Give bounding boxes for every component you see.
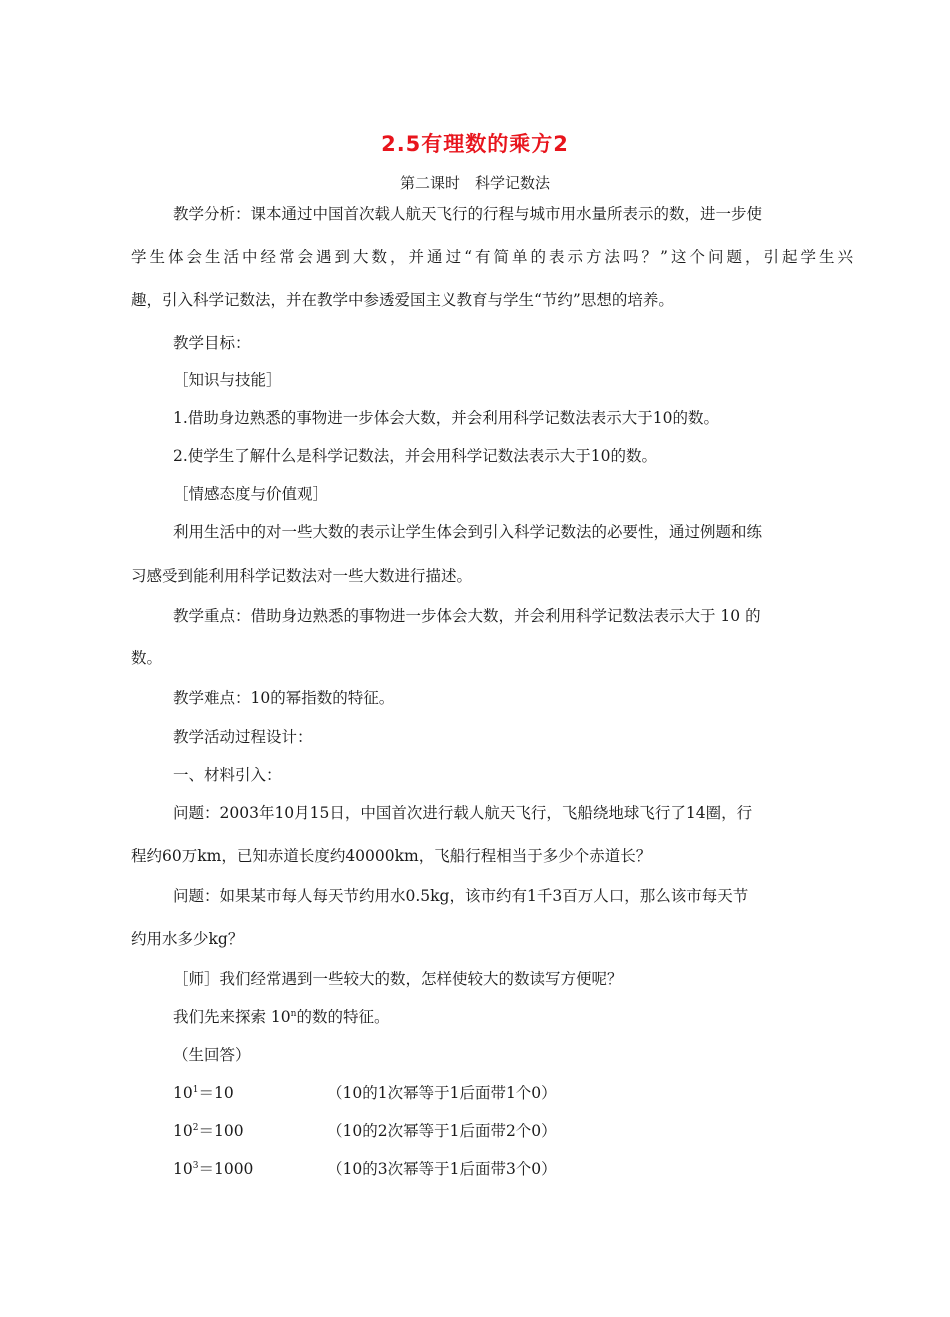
analysis-line-3: 趣，引入科学记数法，并在教学中参透爱国主义教育与学生“节约”思想的培养。: [131, 291, 674, 309]
power-row-3: [173, 1159, 253, 1179]
power-base: 10: [173, 1160, 193, 1178]
power-exponent: 2: [192, 1123, 199, 1133]
attitude-heading: ［情感态度与价值观］: [173, 485, 329, 503]
question-1-line-1: 问题：2003年10月15日，中国首次进行载人航天飞行，飞船绕地球飞行了14圈，行: [173, 804, 753, 822]
key-point-line-2: 数。: [131, 649, 163, 667]
analysis-line-1: 教学分析：课本通过中国首次载人航天飞行的行程与城市用水量所表示的数，进一步使: [173, 205, 763, 223]
student-answer: （生回答）: [173, 1046, 251, 1064]
power-exponent: 3: [192, 1161, 199, 1171]
power-base: 10: [173, 1122, 193, 1140]
power-note-3: （10的3次幂等于1后面带3个0）: [327, 1160, 557, 1178]
teacher-prompt: ［师］我们经常遇到一些较大的数，怎样使较大的数读写方便呢？: [173, 970, 623, 988]
key-point-line-1: 教学重点：借助身边熟悉的事物进一步体会大数，并会利用科学记数法表示大于 10 的: [173, 607, 761, 625]
page-title: 2.5有理数的乘方2: [381, 132, 569, 156]
design-heading: 教学活动过程设计：: [173, 728, 313, 746]
explore-text: 我们先来探索 10: [173, 1008, 291, 1026]
power-result: ＝100: [198, 1122, 244, 1140]
exponent-n: n: [290, 1009, 297, 1019]
power-result: ＝1000: [198, 1160, 254, 1178]
knowledge-item-1: 1.借助身边熟悉的事物进一步体会大数，并会利用科学记数法表示大于10的数。: [173, 409, 720, 427]
knowledge-item-2: 2.使学生了解什么是科学记数法，并会用科学记数法表示大于10的数。: [173, 447, 658, 465]
power-note-2: （10的2次幂等于1后面带2个0）: [327, 1122, 557, 1140]
attitude-line-1: 利用生活中的对一些大数的表示让学生体会到引入科学记数法的必要性，通过例题和练: [173, 523, 763, 541]
analysis-line-2: 学生体会生活中经常会遇到大数，并通过“有简单的表示方法吗？”这个问题，引起学生兴: [131, 248, 853, 266]
power-row-2: [173, 1121, 244, 1141]
explore-text-end: 的数的特征。: [296, 1008, 390, 1026]
difficulty: 教学难点：10的幂指数的特征。: [173, 689, 395, 707]
power-base: 10: [173, 1084, 193, 1102]
power-note-1: （10的1次幂等于1后面带1个0）: [327, 1084, 557, 1102]
knowledge-heading: ［知识与技能］: [173, 371, 282, 389]
power-result: ＝10: [198, 1084, 234, 1102]
question-1-line-2: 程约60万km，已知赤道长度约40000km，飞船行程相当于多少个赤道长？: [131, 847, 652, 865]
section-heading: 一、材料引入：: [173, 766, 282, 784]
question-2-line-2: 约用水多少kg？: [131, 930, 244, 948]
power-row-1: [173, 1083, 234, 1103]
attitude-line-2: 习感受到能利用科学记数法对一些大数进行描述。: [131, 567, 473, 585]
lesson-subtitle: 第二课时 科学记数法: [399, 174, 550, 192]
question-2-line-1: 问题：如果某市每人每天节约用水0.5kg，该市约有1千3百万人口，那么该市每天节: [173, 887, 749, 905]
explore-line: [173, 1007, 389, 1027]
power-exponent: 1: [192, 1085, 199, 1095]
objectives-heading: 教学目标：: [173, 334, 251, 352]
